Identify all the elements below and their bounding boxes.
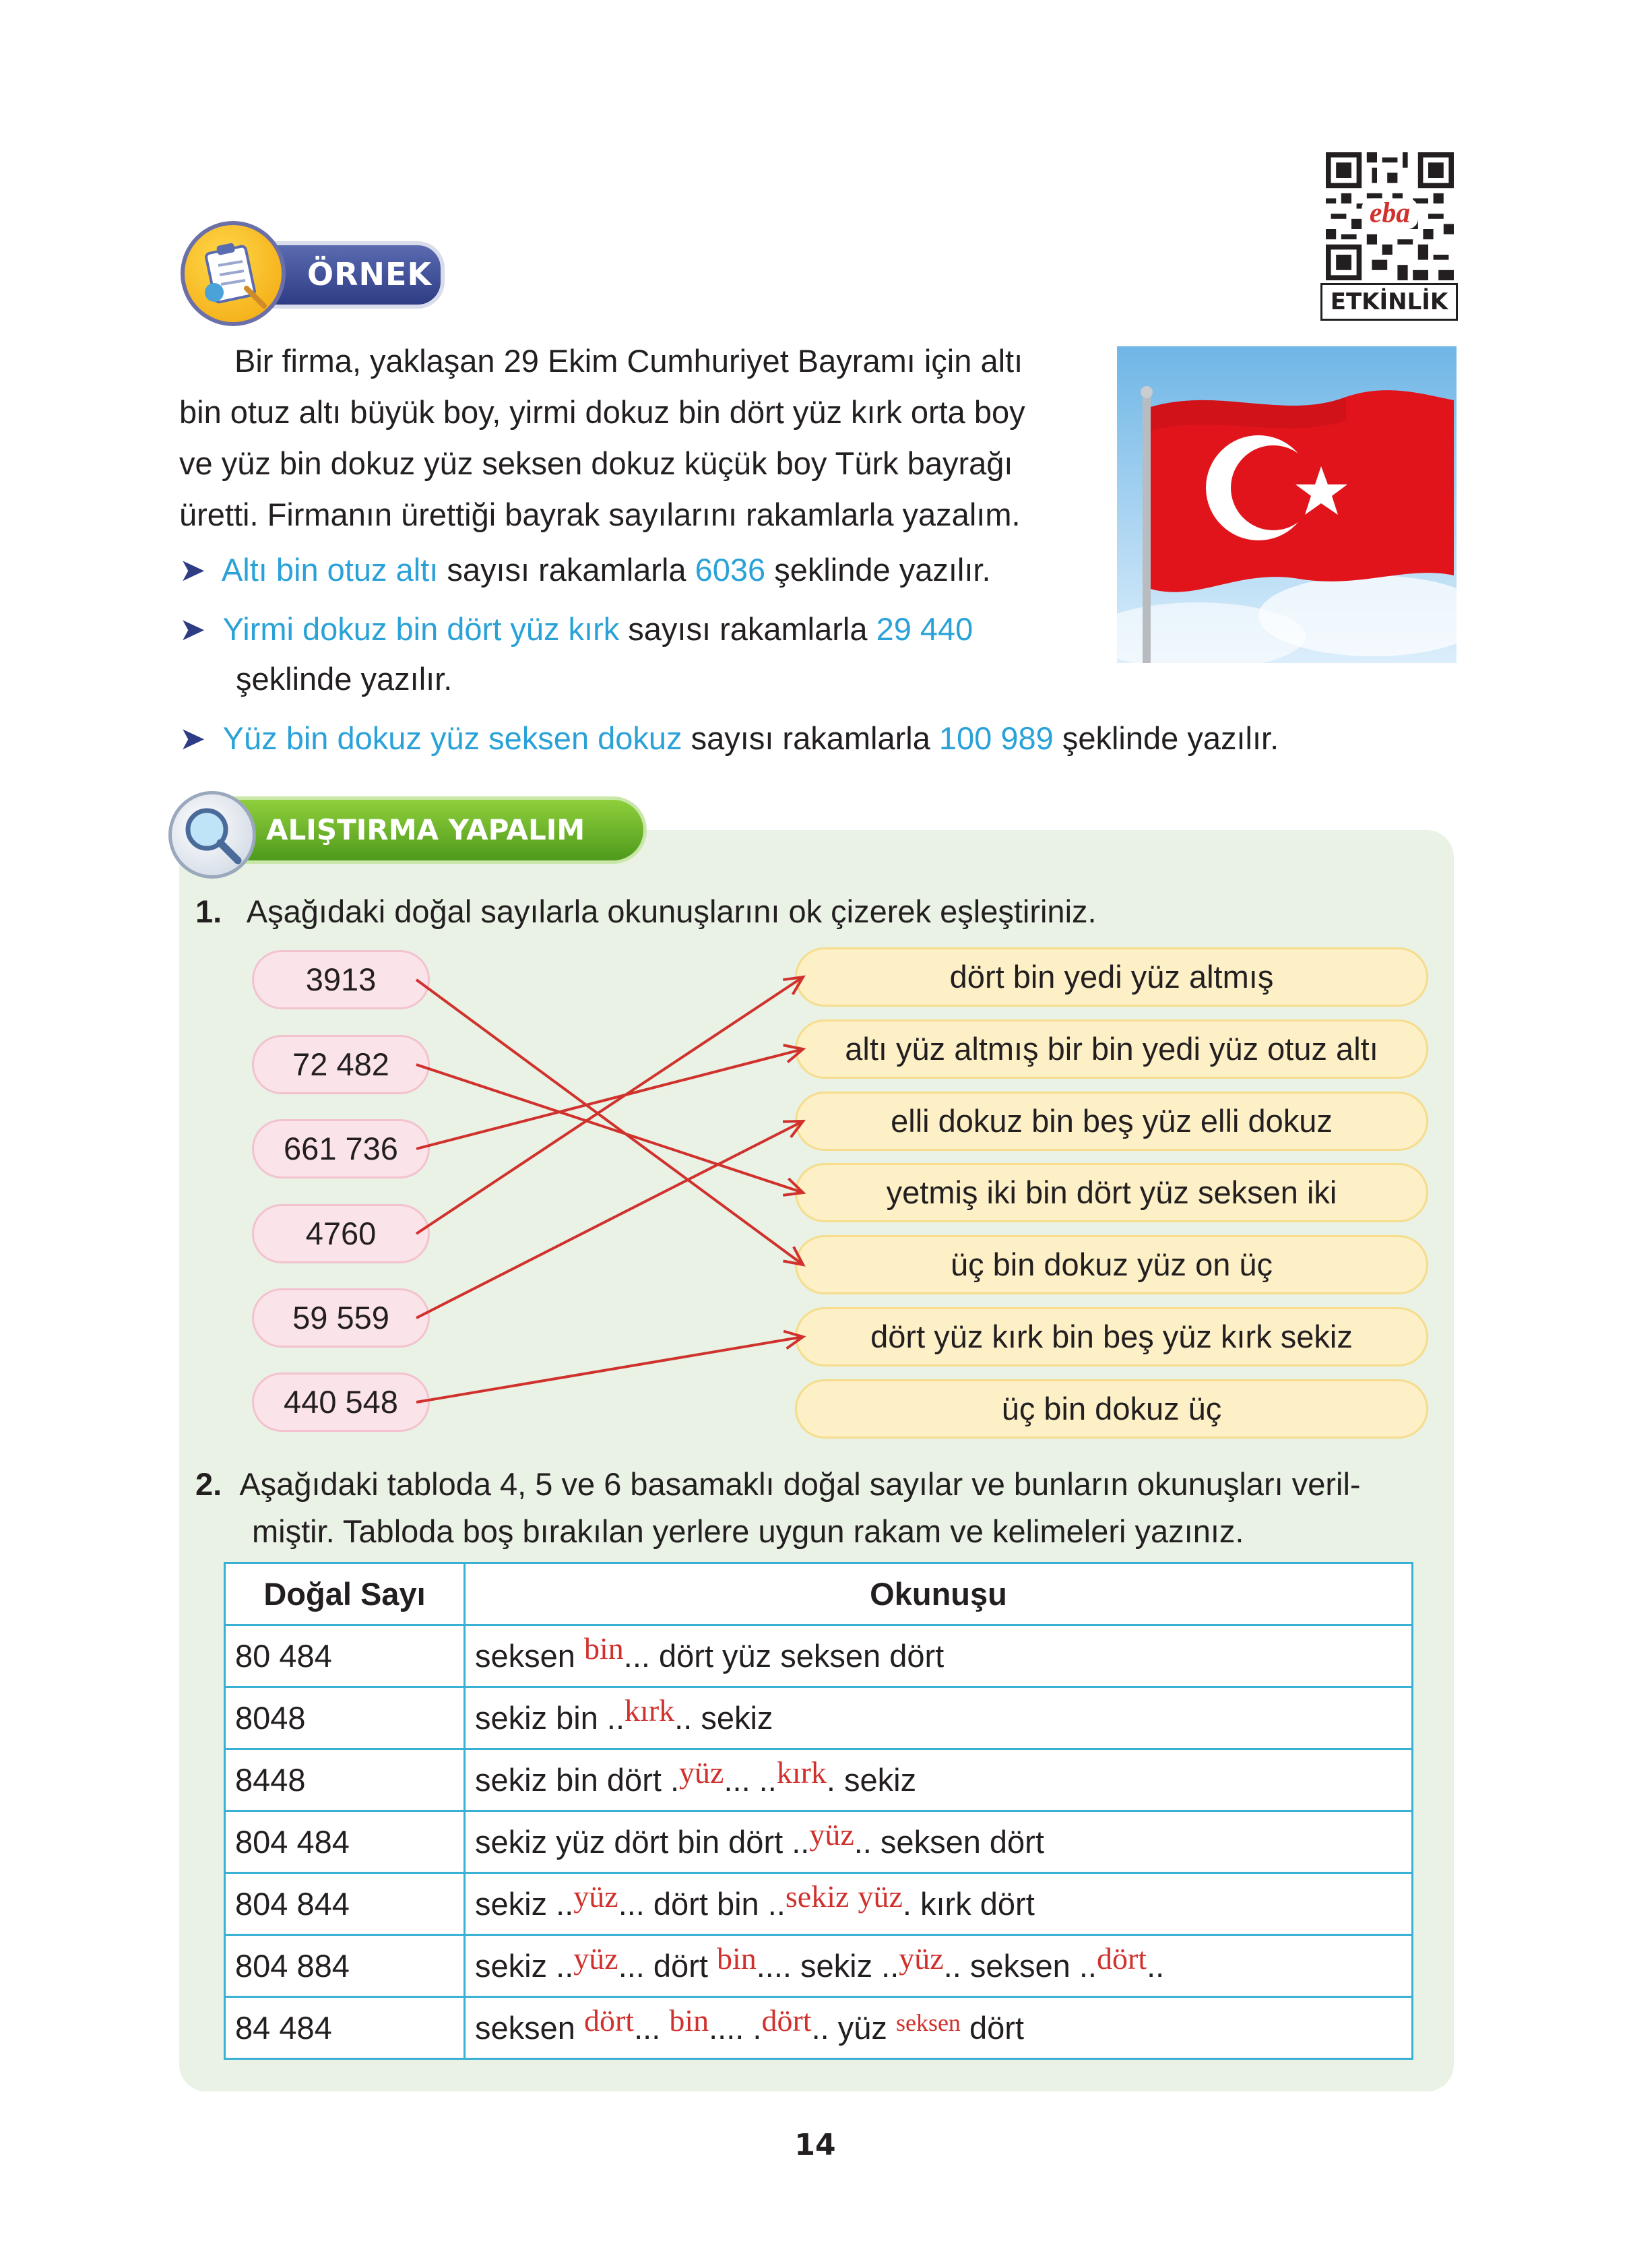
paragraph-line: üretti. Firmanın ürettiği bayrak sayılarını rakamlarla yazalım. bbox=[179, 497, 1021, 532]
reading-text: .. seksen .. bbox=[943, 1948, 1097, 1984]
table-row bbox=[225, 1873, 1413, 1935]
numbers-table bbox=[224, 1562, 1413, 2060]
arrow-bullet-icon: ➤ bbox=[179, 552, 206, 588]
reading-text: .. seksen dört bbox=[854, 1824, 1044, 1860]
bullet-end: şeklinde yazılır. bbox=[765, 552, 991, 588]
handwritten-answer: seksen bbox=[895, 2009, 961, 2036]
paragraph-line: bin otuz altı büyük boy, yirmi dokuz bin dört yüz kırk orta boy bbox=[179, 394, 1025, 430]
reading-text: .. yüz bbox=[811, 2010, 896, 2046]
handwritten-answer: yüz bbox=[679, 1755, 724, 1790]
question-text: Aşağıdaki doğal sayılarla okunuşlarını ok çizerek eşleştiriniz. bbox=[246, 893, 1097, 929]
example-paragraph bbox=[179, 336, 1082, 540]
column-header: Doğal Sayı bbox=[225, 1563, 465, 1625]
table-row bbox=[225, 1935, 1413, 1997]
handwritten-answer: sekiz bbox=[785, 1879, 850, 1914]
word-box: altı yüz altmış bir bin yedi yüz otuz altı bbox=[795, 1019, 1428, 1079]
ornek-badge: ÖRNEK bbox=[243, 241, 445, 309]
paragraph-line: Bir firma, yaklaşan 29 Ekim Cumhuriyet Bayramı için altı bbox=[234, 343, 1023, 379]
handwritten-answer: yüz bbox=[899, 1941, 944, 1976]
reading-text: sekiz bin .. bbox=[475, 1700, 625, 1736]
reading-text: seksen bbox=[475, 2010, 584, 2046]
magnifier-icon bbox=[168, 791, 256, 879]
question-1 bbox=[195, 888, 1408, 935]
table-row bbox=[225, 1811, 1413, 1873]
table-cell-number: 84 484 bbox=[225, 1997, 465, 2059]
reading-text: seksen bbox=[475, 1638, 584, 1674]
table-cell-number: 8448 bbox=[225, 1749, 465, 1811]
reading-text: sekiz bin dört . bbox=[475, 1762, 680, 1798]
bullet-end: şeklinde yazılır. bbox=[1053, 720, 1279, 756]
handwritten-answer: yüz bbox=[573, 1941, 618, 1976]
reading-text: sekiz yüz dört bin dört .. bbox=[475, 1824, 810, 1860]
handwritten-answer: dört bbox=[583, 2003, 635, 2038]
turkish-flag-image bbox=[1117, 346, 1457, 663]
reading-text: .. bbox=[1147, 1948, 1165, 1984]
question-2 bbox=[195, 1461, 1448, 1555]
bullet-number: 100 989 bbox=[938, 720, 1054, 756]
handwritten-answer: dört bbox=[761, 2003, 812, 2038]
table-cell-reading bbox=[465, 1749, 1413, 1811]
table-cell-reading bbox=[465, 1997, 1413, 2059]
arrow-bullet-icon: ➤ bbox=[179, 720, 206, 756]
bullet-words: Yirmi dokuz bin dört yüz kırk bbox=[222, 611, 620, 647]
word-box: yetmiş iki bin dört yüz seksen iki bbox=[795, 1163, 1428, 1222]
column-header: Okunuşu bbox=[465, 1563, 1413, 1625]
question-text: Aşağıdaki tabloda 4, 5 ve 6 basamaklı doğal sayılar ve bunların okunuşları veril- bbox=[239, 1466, 1361, 1502]
reading-text: ... bbox=[634, 2010, 670, 2046]
handwritten-answer: yüz bbox=[858, 1879, 903, 1914]
table-row bbox=[225, 1997, 1413, 2059]
question-number: 2. bbox=[195, 1466, 222, 1502]
alistirma-badge: ALIŞTIRMA YAPALIM bbox=[195, 796, 647, 864]
handwritten-answer: bin bbox=[669, 2003, 709, 2038]
handwritten-answer: kırk bbox=[625, 1693, 675, 1728]
table-header-row bbox=[225, 1563, 1413, 1625]
bullet-2 bbox=[179, 604, 1082, 655]
reading-text: ... dört bbox=[618, 1948, 717, 1984]
question-number: 1. bbox=[195, 893, 222, 929]
table-cell-number: 804 484 bbox=[225, 1811, 465, 1873]
number-box: 3913 bbox=[252, 950, 430, 1009]
table-cell-reading bbox=[465, 1687, 1413, 1749]
handwritten-answer: kırk bbox=[776, 1755, 827, 1790]
bullet-number: 29 440 bbox=[876, 611, 973, 647]
bullet-mid: sayısı rakamlarla bbox=[682, 720, 939, 756]
table-row bbox=[225, 1749, 1413, 1811]
table-cell-number: 80 484 bbox=[225, 1625, 465, 1687]
arrow-bullet-icon: ➤ bbox=[179, 611, 206, 647]
reading-text: dört bbox=[960, 2010, 1024, 2046]
number-box: 72 482 bbox=[252, 1035, 430, 1094]
table-cell-number: 804 884 bbox=[225, 1935, 465, 1997]
paragraph-line: ve yüz bin dokuz yüz seksen dokuz küçük boy Türk bayrağı bbox=[179, 445, 1013, 481]
reading-text: ... .. bbox=[724, 1762, 777, 1798]
table-row bbox=[225, 1687, 1413, 1749]
bullet-1 bbox=[179, 544, 1082, 596]
reading-text: .... . bbox=[709, 2010, 762, 2046]
table-row bbox=[225, 1625, 1413, 1687]
bullet-words: Yüz bin dokuz yüz seksen dokuz bbox=[222, 720, 682, 756]
page-number: 14 bbox=[794, 2128, 836, 2162]
word-box: üç bin dokuz yüz on üç bbox=[795, 1235, 1428, 1294]
number-box: 59 559 bbox=[252, 1288, 430, 1348]
clipboard-icon bbox=[181, 221, 286, 326]
word-box: üç bin dokuz üç bbox=[795, 1379, 1428, 1439]
reading-text: .. sekiz bbox=[674, 1700, 773, 1736]
table-cell-number: 804 844 bbox=[225, 1873, 465, 1935]
question-text: miştir. Tabloda boş bırakılan yerlere uygun rakam ve kelimeleri yazınız. bbox=[252, 1513, 1244, 1549]
word-box: elli dokuz bin beş yüz elli dokuz bbox=[795, 1092, 1428, 1151]
table-cell-reading bbox=[465, 1873, 1413, 1935]
bullet-3 bbox=[179, 713, 1432, 764]
number-box: 4760 bbox=[252, 1204, 430, 1263]
reading-text: sekiz .. bbox=[475, 1948, 574, 1984]
handwritten-answer: yüz bbox=[573, 1879, 618, 1914]
handwritten-answer: bin bbox=[583, 1631, 624, 1666]
reading-text bbox=[849, 1886, 858, 1922]
reading-text: ... dört bin .. bbox=[618, 1886, 786, 1922]
word-box: dört bin yedi yüz altmış bbox=[795, 947, 1428, 1007]
reading-text: sekiz .. bbox=[475, 1886, 574, 1922]
handwritten-answer: dört bbox=[1097, 1941, 1147, 1976]
handwritten-answer: yüz bbox=[809, 1817, 854, 1852]
handwritten-answer: bin bbox=[716, 1941, 757, 1976]
number-box: 661 736 bbox=[252, 1119, 430, 1178]
eba-logo: eba bbox=[1369, 197, 1411, 229]
table-cell-reading bbox=[465, 1811, 1413, 1873]
bullet-words: Altı bin otuz altı bbox=[221, 552, 439, 588]
reading-text: . kırk dört bbox=[902, 1886, 1035, 1922]
bullet-mid: sayısı rakamlarla bbox=[619, 611, 876, 647]
word-box: dört yüz kırk bin beş yüz kırk sekiz bbox=[795, 1307, 1428, 1366]
bullet-mid: sayısı rakamlarla bbox=[438, 552, 695, 588]
table-cell-reading bbox=[465, 1935, 1413, 1997]
number-box: 440 548 bbox=[252, 1373, 430, 1432]
table-cell-reading bbox=[465, 1625, 1413, 1687]
reading-text: ... dört yüz seksen dört bbox=[623, 1638, 945, 1674]
table-cell-number: 8048 bbox=[225, 1687, 465, 1749]
reading-text: . sekiz bbox=[826, 1762, 917, 1798]
bullet-number: 6036 bbox=[695, 552, 766, 588]
reading-text: .... sekiz .. bbox=[756, 1948, 899, 1984]
bullet-2-continued: şeklinde yazılır. bbox=[236, 661, 453, 697]
qr-code[interactable] bbox=[1326, 152, 1454, 280]
etkinlik-label: ETKİNLİK bbox=[1320, 283, 1458, 321]
